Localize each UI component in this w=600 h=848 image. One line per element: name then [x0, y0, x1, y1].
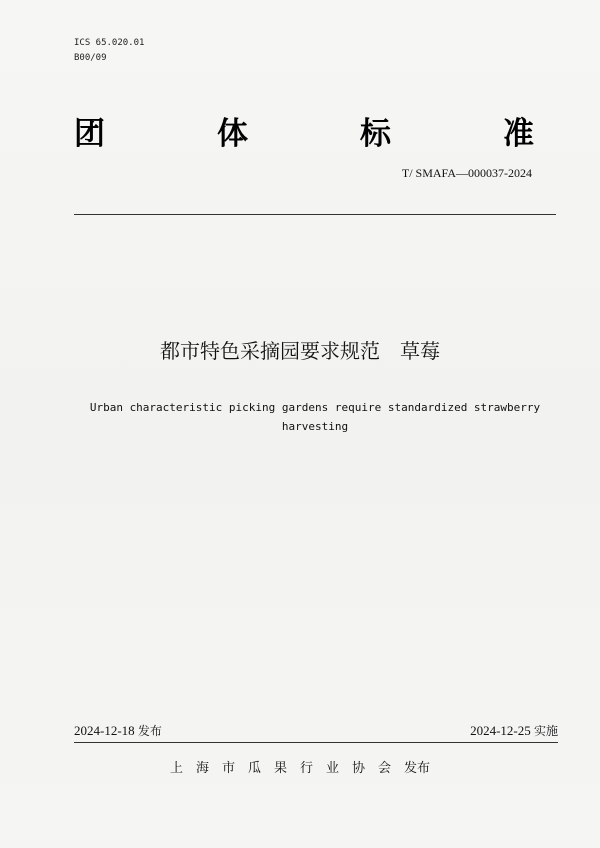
ics-code: ICS 65.020.01	[74, 38, 145, 48]
doc-type-char: 团	[74, 116, 105, 152]
title-chinese: 都市特色采摘园要求规范 草莓	[160, 339, 440, 363]
footer-divider	[74, 742, 558, 743]
implement-date: 2024-12-25	[470, 723, 531, 738]
doc-type-char: 准	[503, 116, 534, 152]
publish-date-block	[74, 722, 162, 739]
header-divider	[74, 214, 556, 215]
publish-label: 发布	[137, 724, 162, 738]
doc-type-char: 标	[360, 116, 391, 152]
publisher-name: 上海市瓜果行业协会	[169, 761, 404, 776]
publisher-line	[0, 757, 600, 776]
dates-row	[74, 722, 558, 739]
doc-type-char: 体	[217, 116, 248, 152]
implement-date-block	[470, 722, 558, 739]
ccs-code: B00/09	[74, 53, 107, 63]
standard-number: T/ SMAFA—000037-2024	[401, 166, 532, 180]
publish-date: 2024-12-18	[74, 723, 135, 738]
publisher-label: 发布	[404, 761, 431, 776]
classification-codes	[74, 36, 144, 66]
title-english-line: harvesting	[281, 420, 349, 433]
title-english	[60, 398, 570, 436]
implement-label: 实施	[533, 724, 558, 738]
document-type-heading	[74, 108, 534, 153]
title-english-line: Urban characteristic picking gardens require standardized strawberry	[89, 401, 541, 414]
